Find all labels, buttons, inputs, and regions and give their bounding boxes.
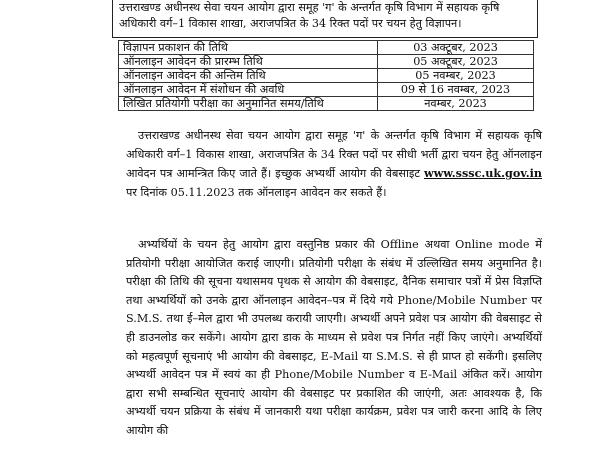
schedule-value: नवम्बर, 2023 bbox=[378, 97, 534, 111]
schedule-value: 05 अक्टूबर, 2023 bbox=[378, 55, 534, 69]
table-row bbox=[119, 55, 534, 69]
table-row bbox=[119, 83, 534, 97]
schedule-label: लिखित प्रतियोगी परीक्षा का अनुमानित समय/तिथि bbox=[119, 97, 378, 111]
schedule-value: 03 अक्टूबर, 2023 bbox=[378, 41, 534, 55]
website-link[interactable]: www.sssc.uk.gov.in bbox=[424, 166, 542, 181]
intro-paragraph bbox=[126, 127, 542, 202]
schedule-label: ऑनलाइन आवेदन की अन्तिम तिथि bbox=[119, 69, 378, 83]
notice-heading-box bbox=[112, 0, 538, 38]
table-row bbox=[119, 41, 534, 55]
schedule-label: ऑनलाइन आवेदन में संशोधन की अवधि bbox=[119, 83, 378, 97]
notice-heading-text: उत्तराखण्ड अधीनस्थ सेवा चयन आयोग द्वारा समूह 'ग' के अन्तर्गत कृषि विभाग में सहायक कृषि अधिकारी वर्ग–1 विकास शाखा, अराजपत्रित के 34 रिक्त पदों पर चयन हेतु विज्ञापन। bbox=[119, 1, 500, 30]
schedule-label: ऑनलाइन आवेदन की प्रारम्भ तिथि bbox=[119, 55, 378, 69]
schedule-table bbox=[118, 40, 534, 111]
schedule-value: 05 नवम्बर, 2023 bbox=[378, 69, 534, 83]
schedule-value: 09 से 16 नवम्बर, 2023 bbox=[378, 83, 534, 97]
schedule-label: विज्ञापन प्रकाशन की तिथि bbox=[119, 41, 378, 55]
intro-text-start: उत्तराखण्ड अधीनस्थ सेवा चयन आयोग द्वारा समूह 'ग' के अन्तर्गत कृषि विभाग में सहायक कृषि अधिकारी वर्ग–1 विकास शाखा, अराजपत्रित के 34 रिक्त पदों पर सीधी भर्ती द्वारा चयन हेतु ऑनलाइन आवेदन पत्र आमन्त्रित किए जाते हैं। इच्छुक अभ्यर्थी आयोग की वेबसाइट bbox=[126, 129, 542, 181]
table-row bbox=[119, 97, 534, 111]
intro-text-end: पर दिनांक 05.11.2023 तक ऑनलाइन आवेदन कर सकते हैं। bbox=[126, 185, 387, 199]
table-row bbox=[119, 69, 534, 83]
selection-paragraph: अभ्यर्थियों के चयन हेतु आयोग द्वारा वस्तुनिष्ठ प्रकार की Offline अथवा Online mode में प्रतियोगी परीक्षा आयोजित कराई जाएगी। प्रतियोगी परीक्षा के संबंध में उल्लिखित समय अनुमानित है। परीक्षा की तिथि की सूचना यथासमय पृथक से आयोग की वेबसाइट, दैनिक समाचार पत्रों में प्रेस विज्ञप्ति तथा अभ्यर्थियों को उनके द्वारा ऑनलाइन आवेदन–पत्र में दिये गये Phone/Mobile Number पर S.M.S. तथा ई–मेल द्वारा भी उपलब्ध करायी जाएगी। अभ्यर्थी अपने प्रवेश पत्र आयोग की वेबसाइट से ही डाउनलोड कर सकेंगे। आयोग द्वारा डाक के माध्यम से प्रवेश पत्र निर्गत नहीं किए जाएंगे। अभ्यर्थियों को महत्वपूर्ण सूचनाएं भी आयोग की वेबसाइट, E-Mail या S.M.S. से ही प्राप्त हो सकेंगी। इसलिए अभ्यर्थी आवेदन पत्र में स्वयं का ही Phone/Mobile Number व E-Mail अंकित करें। आयोग द्वारा सभी सम्बन्धित सूचनाएं आयोग की वेबसाइट पर प्रकाशित की जाएंगी, अतः आवश्यक है, कि अभ्यर्थी चयन प्रक्रिया के संबंध में जानकारी यथा परीक्षा कार्यक्रम, प्रवेश पत्र जारी करना आदि के लिए आयोग की bbox=[126, 238, 542, 437]
